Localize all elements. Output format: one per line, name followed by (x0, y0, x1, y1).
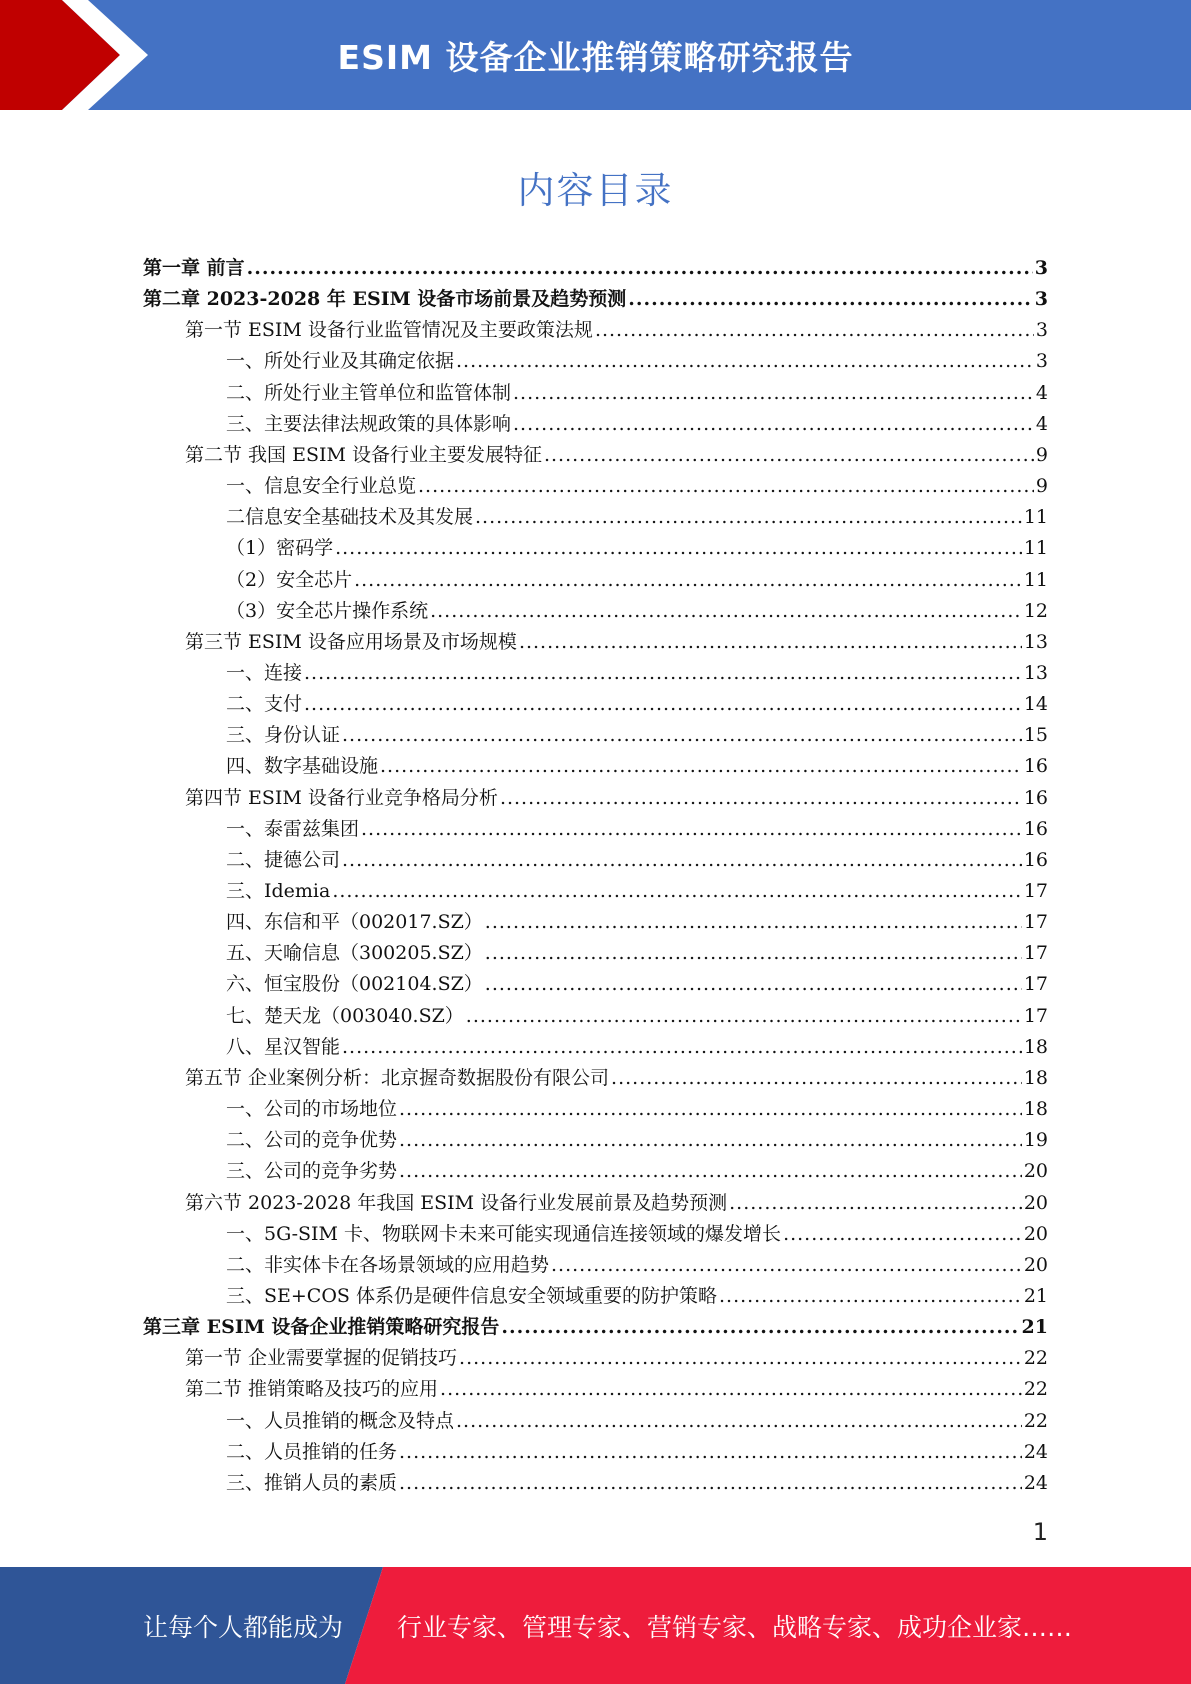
toc-title: 内容目录 (517, 169, 674, 212)
toc-entry[interactable] (185, 316, 1048, 344)
toc-dot-leader (399, 1095, 1022, 1123)
toc-entry-title: 六、恒宝股份（002104.SZ） (226, 973, 483, 996)
toc-dot-leader (361, 815, 1022, 843)
toc-dot-leader (399, 1438, 1022, 1466)
toc-entry[interactable] (226, 721, 1048, 749)
toc-entry[interactable] (226, 877, 1048, 905)
toc-dot-leader (475, 503, 1022, 531)
toc-entry-page: 11 (1023, 568, 1048, 591)
toc-dot-leader (595, 316, 1034, 344)
toc-entry-title: 第六节 2023-2028 年我国 ESIM 设备行业发展前景及趋势预测 (185, 1191, 728, 1214)
toc-dot-leader (304, 659, 1022, 687)
toc-dot-leader (719, 1282, 1022, 1310)
toc-entry[interactable] (185, 1344, 1048, 1372)
toc-entry-page: 20 (1023, 1222, 1048, 1245)
toc-dot-leader (459, 1344, 1022, 1372)
toc-entry-title: 第四节 ESIM 设备行业竞争格局分析 (185, 786, 498, 809)
toc-entry-title: 二、非实体卡在各场景领域的应用趋势 (226, 1253, 550, 1276)
footer-right-text: 行业专家、管理专家、营销专家、战略专家、成功企业家…… (397, 1612, 1073, 1642)
toc-entry-page: 17 (1023, 973, 1048, 996)
toc-entry[interactable] (226, 410, 1048, 438)
toc-entry[interactable] (226, 846, 1048, 874)
toc-entry[interactable] (226, 690, 1048, 718)
toc-dot-leader (551, 1251, 1022, 1279)
toc-dot-leader (247, 254, 1033, 282)
toc-entry[interactable] (226, 1438, 1048, 1466)
toc-dot-leader (783, 1220, 1022, 1248)
toc-entry[interactable] (226, 908, 1048, 936)
toc-entry-page: 12 (1023, 599, 1048, 622)
toc-dot-leader (342, 721, 1022, 749)
toc-entry-title: 四、数字基础设施 (226, 755, 379, 778)
toc-entry-title: 第三节 ESIM 设备应用场景及市场规模 (185, 630, 517, 653)
toc-dot-leader (485, 939, 1022, 967)
toc-entry-page: 17 (1023, 911, 1048, 934)
footer-left-text: 让每个人都能成为 (143, 1612, 344, 1642)
toc-entry-title: 三、公司的竞争劣势 (226, 1160, 398, 1183)
toc-entry-title: 一、连接 (226, 661, 303, 684)
toc-entry-title: 二、支付 (226, 693, 303, 716)
toc-entry[interactable] (143, 285, 1048, 313)
toc-dot-leader (611, 1064, 1022, 1092)
toc-entry[interactable] (226, 815, 1048, 843)
toc-entry[interactable] (185, 784, 1048, 812)
toc-dot-leader (500, 784, 1022, 812)
toc-dot-leader (399, 1157, 1022, 1185)
toc-entry-title: 三、身份认证 (226, 724, 341, 747)
toc-entry-title: 第三章 ESIM 设备企业推销策略研究报告 (143, 1316, 500, 1339)
toc-entry[interactable] (143, 254, 1048, 282)
toc-dot-leader (354, 566, 1022, 594)
toc-entry-title: 二、所处行业主管单位和监管体制 (226, 381, 512, 404)
toc-entry-page: 4 (1035, 412, 1048, 435)
toc-entry-page: 17 (1023, 1004, 1048, 1027)
toc-entry-page: 24 (1023, 1471, 1048, 1494)
toc-entry-page: 16 (1023, 786, 1048, 809)
toc-entry-title: 二、公司的竞争优势 (226, 1129, 398, 1152)
toc-entry-page: 17 (1023, 880, 1048, 902)
toc-entry[interactable] (226, 939, 1048, 967)
toc-entry[interactable] (185, 1375, 1048, 1403)
toc-entry[interactable] (226, 1282, 1048, 1310)
toc-dot-leader (513, 379, 1034, 407)
toc-entry[interactable] (226, 1126, 1048, 1154)
toc-entry-title: 二、捷德公司 (226, 848, 341, 871)
toc-dot-leader (430, 597, 1022, 625)
toc-dot-leader (342, 1033, 1022, 1061)
toc-dot-leader (335, 534, 1022, 562)
toc-entry[interactable] (226, 597, 1048, 625)
toc-entry[interactable] (185, 628, 1048, 656)
footer-banner (0, 1567, 1191, 1684)
toc-entry-page: 3 (1034, 288, 1048, 311)
toc-entry[interactable] (226, 1220, 1048, 1248)
toc-entry-page: 21 (1021, 1316, 1048, 1339)
toc-entry-page: 16 (1023, 755, 1048, 778)
toc-entry[interactable] (226, 752, 1048, 780)
toc-entry-title: 二信息安全基础技术及其发展 (226, 506, 474, 529)
toc-entry-title: 三、Idemia (226, 880, 331, 902)
toc-entry-page: 14 (1023, 693, 1048, 716)
toc-entry[interactable] (143, 1313, 1048, 1341)
toc-entry-page: 20 (1023, 1253, 1048, 1276)
toc-entry-page: 9 (1035, 475, 1048, 498)
toc-dot-leader (418, 472, 1034, 500)
toc-dot-leader (440, 1375, 1022, 1403)
toc-dot-leader (399, 1469, 1022, 1497)
toc-entry-page: 19 (1023, 1129, 1048, 1152)
toc-entry-title: 八、星汉智能 (226, 1035, 341, 1058)
toc-entry-title: （2）安全芯片 (226, 568, 353, 591)
toc-entry-page: 11 (1023, 506, 1048, 529)
toc-entry[interactable] (226, 566, 1048, 594)
page-number: 1 (1032, 1518, 1048, 1546)
toc-entry-page: 3 (1034, 257, 1048, 279)
toc-entry[interactable] (185, 1064, 1048, 1092)
toc-entry-title: 三、推销人员的素质 (226, 1471, 398, 1494)
toc-entry-title: 一、信息安全行业总览 (226, 475, 417, 498)
toc-entry-title: 一、人员推销的概念及特点 (226, 1409, 455, 1432)
toc-dot-leader (304, 690, 1022, 718)
toc-entry-page: 17 (1023, 942, 1048, 965)
toc-entry-title: 三、SE+COS 体系仍是硬件信息安全领域重要的防护策略 (226, 1284, 717, 1307)
toc-entry-title: 四、东信和平（002017.SZ） (226, 911, 483, 934)
toc-entry-title: 第五节 企业案例分析：北京握奇数据股份有限公司 (185, 1066, 610, 1089)
toc-entry-page: 20 (1023, 1191, 1048, 1214)
toc-dot-leader (466, 1002, 1022, 1030)
toc-entry-page: 24 (1023, 1440, 1048, 1463)
toc-entry-title: 一、所处行业及其确定依据 (226, 350, 455, 373)
toc-entry[interactable] (226, 659, 1048, 687)
toc-entry-page: 9 (1035, 443, 1048, 466)
toc-entry-page: 13 (1023, 630, 1048, 653)
toc-dot-leader (519, 628, 1022, 656)
toc-entry[interactable] (226, 379, 1048, 407)
toc-entry[interactable] (226, 1033, 1048, 1061)
toc-entry[interactable] (226, 1002, 1048, 1030)
toc-entry-title: 五、天喻信息（300205.SZ） (226, 942, 483, 965)
toc-dot-leader (729, 1189, 1022, 1217)
toc-entry[interactable] (226, 970, 1048, 998)
toc-dot-leader (628, 285, 1033, 313)
toc-dot-leader (380, 752, 1022, 780)
toc-entry-page: 18 (1023, 1035, 1048, 1058)
toc-dot-leader (485, 908, 1022, 936)
toc-entry-title: （1）密码学 (226, 537, 334, 560)
toc-dot-leader (513, 410, 1034, 438)
toc-entry-page: 3 (1035, 319, 1048, 342)
toc-entry-page: 13 (1023, 661, 1048, 684)
toc-dot-leader (501, 1313, 1019, 1341)
toc-dot-leader (399, 1126, 1022, 1154)
toc-entry-title: 第一节 企业需要掌握的促销技巧 (185, 1347, 458, 1370)
toc-entry[interactable] (226, 472, 1048, 500)
toc-entry[interactable] (185, 1189, 1048, 1217)
toc-entry[interactable] (185, 441, 1048, 469)
toc-entry-page: 22 (1023, 1378, 1048, 1401)
toc-entry-page: 22 (1023, 1347, 1048, 1370)
toc-entry-title: 一、公司的市场地位 (226, 1098, 398, 1121)
toc-entry-title: 第二章 2023-2028 年 ESIM 设备市场前景及趋势预测 (143, 288, 627, 311)
toc-entry-page: 21 (1023, 1284, 1048, 1307)
toc-entry[interactable] (226, 347, 1048, 375)
toc-entry-title: 第二节 推销策略及技巧的应用 (185, 1378, 439, 1401)
toc-entry-title: 第二节 我国 ESIM 设备行业主要发展特征 (185, 443, 542, 466)
toc-dot-leader (456, 347, 1034, 375)
toc-entry-title: 第一节 ESIM 设备行业监管情况及主要政策法规 (185, 319, 593, 342)
header-banner (0, 0, 1191, 110)
toc-entry-title: 第一章 前言 (143, 257, 245, 279)
toc-entry-title: 三、主要法律法规政策的具体影响 (226, 412, 512, 435)
toc-entry-page: 22 (1023, 1409, 1048, 1432)
toc-entry[interactable] (226, 1469, 1048, 1497)
toc-entry[interactable] (226, 1407, 1048, 1435)
toc-entry[interactable] (226, 1251, 1048, 1279)
toc-entry-page: 15 (1023, 724, 1048, 747)
toc-entry-page: 18 (1023, 1066, 1048, 1089)
toc-dot-leader (485, 970, 1022, 998)
toc-dot-leader (342, 846, 1022, 874)
toc-entry[interactable] (226, 1095, 1048, 1123)
toc-dot-leader (332, 877, 1021, 905)
toc-entry[interactable] (226, 534, 1048, 562)
toc-entry-page: 18 (1023, 1098, 1048, 1121)
toc-entry-title: 二、人员推销的任务 (226, 1440, 398, 1463)
toc-entry-title: 七、楚天龙（003040.SZ） (226, 1004, 464, 1027)
toc-entry-page: 11 (1023, 537, 1048, 560)
toc-entry-page: 20 (1023, 1160, 1048, 1183)
toc-entry-page: 16 (1023, 817, 1048, 840)
toc-entry-title: 一、5G-SIM 卡、物联网卡未来可能实现通信连接领域的爆发增长 (226, 1222, 782, 1245)
toc-entry-page: 4 (1035, 381, 1048, 404)
header-title: ESIM 设备企业推销策略研究报告 (337, 37, 854, 77)
toc-dot-leader (456, 1407, 1022, 1435)
toc-entry-page: 16 (1023, 848, 1048, 871)
toc-entry[interactable] (226, 1157, 1048, 1185)
toc-dot-leader (544, 441, 1034, 469)
toc-entry-page: 3 (1035, 350, 1048, 373)
toc-entry-title: （3）安全芯片操作系统 (226, 599, 429, 622)
toc-entry-title: 一、泰雷兹集团 (226, 817, 360, 840)
toc-entry[interactable] (226, 503, 1048, 531)
